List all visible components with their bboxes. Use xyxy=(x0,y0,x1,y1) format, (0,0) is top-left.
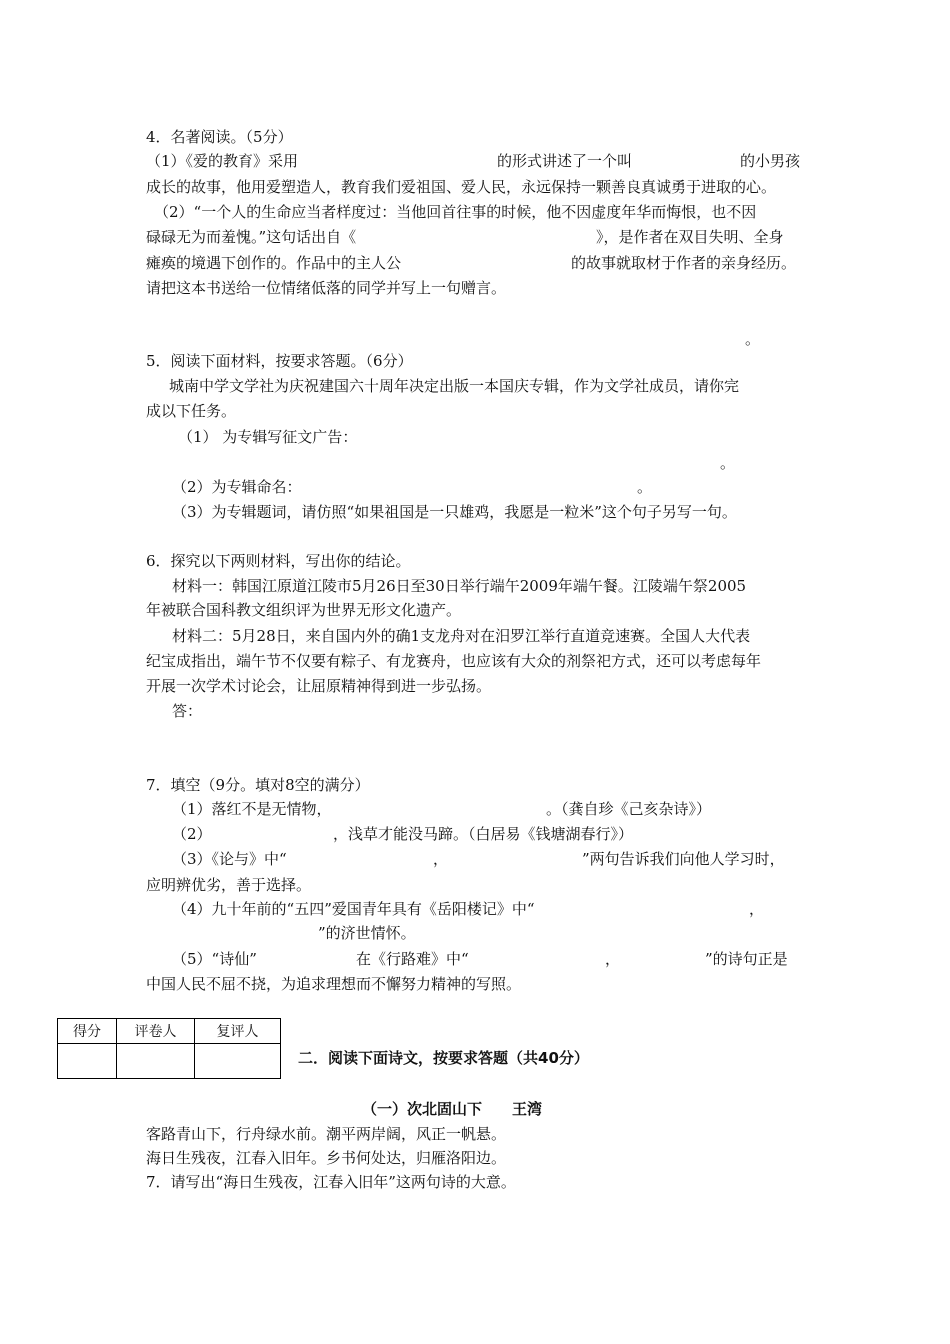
q7-item1-source: 。（龚自珍《己亥杂诗》） xyxy=(546,800,712,818)
q7-item5-cont: 中国人民不屈不挠，为追求理想而不懈努力精神的写照。 xyxy=(146,975,522,993)
q4-line4a: 碌碌无为而羞愧。”这句话出自《 xyxy=(146,228,357,246)
q7-item5-text: 在《行路难》中“ xyxy=(356,950,469,968)
reviewer-cell[interactable] xyxy=(195,1044,281,1079)
q4-line1a: （1）《爱的教育》采用 xyxy=(146,152,299,170)
q5-task1-period: 。 xyxy=(720,454,736,472)
q4-line1c: 的小男孩 xyxy=(740,152,801,170)
score-header: 得分 xyxy=(58,1019,117,1044)
score-cell[interactable] xyxy=(58,1044,117,1079)
q4-line1b: 的形式讲述了一个叫 xyxy=(497,152,633,170)
poem-title: （一）次北固山下 xyxy=(362,1100,483,1118)
section2-title: 二．阅读下面诗文，按要求答题（共40分） xyxy=(298,1049,589,1067)
q6-material1a: 材料一：韩国江原道江陵市5月26日至30日举行端午2009年端午餐。江陵端午祭2005 xyxy=(172,577,747,595)
q7-item3: （3）《论与》中“ xyxy=(172,850,287,868)
q4-end-period: 。 xyxy=(745,330,761,348)
q6-answer-label: 答： xyxy=(172,702,203,720)
q6-material2b: 纪宝成指出，端午节不仅要有粽子、有龙赛舟，也应该有大众的剂祭祀方式，还可以考虑每年 xyxy=(146,652,762,670)
q6-material2a: 材料二：5月28日，来自国内外的确1支龙舟对在汨罗江举行直道竞速赛。全国人大代表 xyxy=(172,627,751,645)
q4-line3: （2）“一个人的生命应当者样度过：当他回首往事的时候，他不因虚度年华而悔恨，也不因 xyxy=(154,203,757,221)
q5-title: 5．阅读下面材料，按要求答题。（6分） xyxy=(146,352,413,370)
reviewer-header: 复评人 xyxy=(195,1019,281,1044)
q4-line5a: 瘫痪的境遇下创作的。作品中的主人公 xyxy=(146,254,402,272)
q4-line5b: 的故事就取材于作者的亲身经历。 xyxy=(571,254,797,272)
score-table xyxy=(57,1018,281,1079)
q7-item4-cont: ”的济世情怀。 xyxy=(318,924,416,942)
q7-item4-comma: ， xyxy=(749,900,765,918)
poem-line1: 客路青山下，行舟绿水前。潮平两岸阔，风正一帆悬。 xyxy=(146,1125,507,1143)
q7-item1: （1）落红不是无情物， xyxy=(172,800,332,818)
grader-cell[interactable] xyxy=(117,1044,195,1079)
q7-item4: （4）九十年前的“五四”爱国青年具有《岳阳楼记》中“ xyxy=(172,900,535,918)
q4-line6: 请把这本书送给一位情绪低落的同学并写上一句赠言。 xyxy=(146,279,507,297)
q6-material1b: 年被联合国科教文组织评为世界无形文化遗产。 xyxy=(146,601,462,619)
q7-title: 7．填空（9分。填对8空的满分） xyxy=(146,776,370,794)
q4-title: 4．名著阅读。（5分） xyxy=(146,128,293,146)
q4-line2: 成长的故事，他用爱塑造人，教育我们爱祖国、爱人民，永远保持一颗善良真诚勇于进取的心。 xyxy=(146,178,777,196)
q7-item2-text: ，浅草才能没马蹄。（白居易《钱塘湖春行》） xyxy=(333,825,634,843)
poem-question: 7．请写出“海日生残夜，江春入旧年”这两句诗的大意。 xyxy=(146,1173,516,1191)
q5-task3: （3）为专辑题词，请仿照“如果祖国是一只雄鸡，我愿是一粒米”这个句子另写一句。 xyxy=(172,503,737,521)
q7-item5: （5）“诗仙” xyxy=(172,950,257,968)
q5-task1: （1） 为专辑写征文广告： xyxy=(178,428,358,446)
q7-item3-cont: 应明辨优劣，善于选择。 xyxy=(146,876,312,894)
q5-task2-period: 。 xyxy=(637,478,653,496)
poem-line2: 海日生残夜，江春入旧年。乡书何处达，归雁洛阳边。 xyxy=(146,1149,507,1167)
q7-item2: （2） xyxy=(172,825,212,843)
poem-author: 王湾 xyxy=(512,1100,543,1118)
q5-task2: （2）为专辑命名： xyxy=(172,478,302,496)
grader-header: 评卷人 xyxy=(117,1019,195,1044)
q4-line4b: 》，是作者在双目失明、全身 xyxy=(596,228,784,246)
q7-item3-text: ”两句告诉我们向他人学习时， xyxy=(582,850,785,868)
q5-para2: 成以下任务。 xyxy=(146,402,237,420)
q6-material2c: 开展一次学术讨论会，让屈原精神得到进一步弘扬。 xyxy=(146,677,492,695)
q7-item3-comma: ， xyxy=(433,850,449,868)
q7-item5-comma: ， xyxy=(605,950,621,968)
q6-title: 6．探究以下两则材料，写出你的结论。 xyxy=(146,552,411,570)
q5-para1: 城南中学文学社为庆祝建国六十周年决定出版一本国庆专辑，作为文学社成员，请你完 xyxy=(169,377,740,395)
q7-item5-tail: ”的诗句正是 xyxy=(705,950,788,968)
